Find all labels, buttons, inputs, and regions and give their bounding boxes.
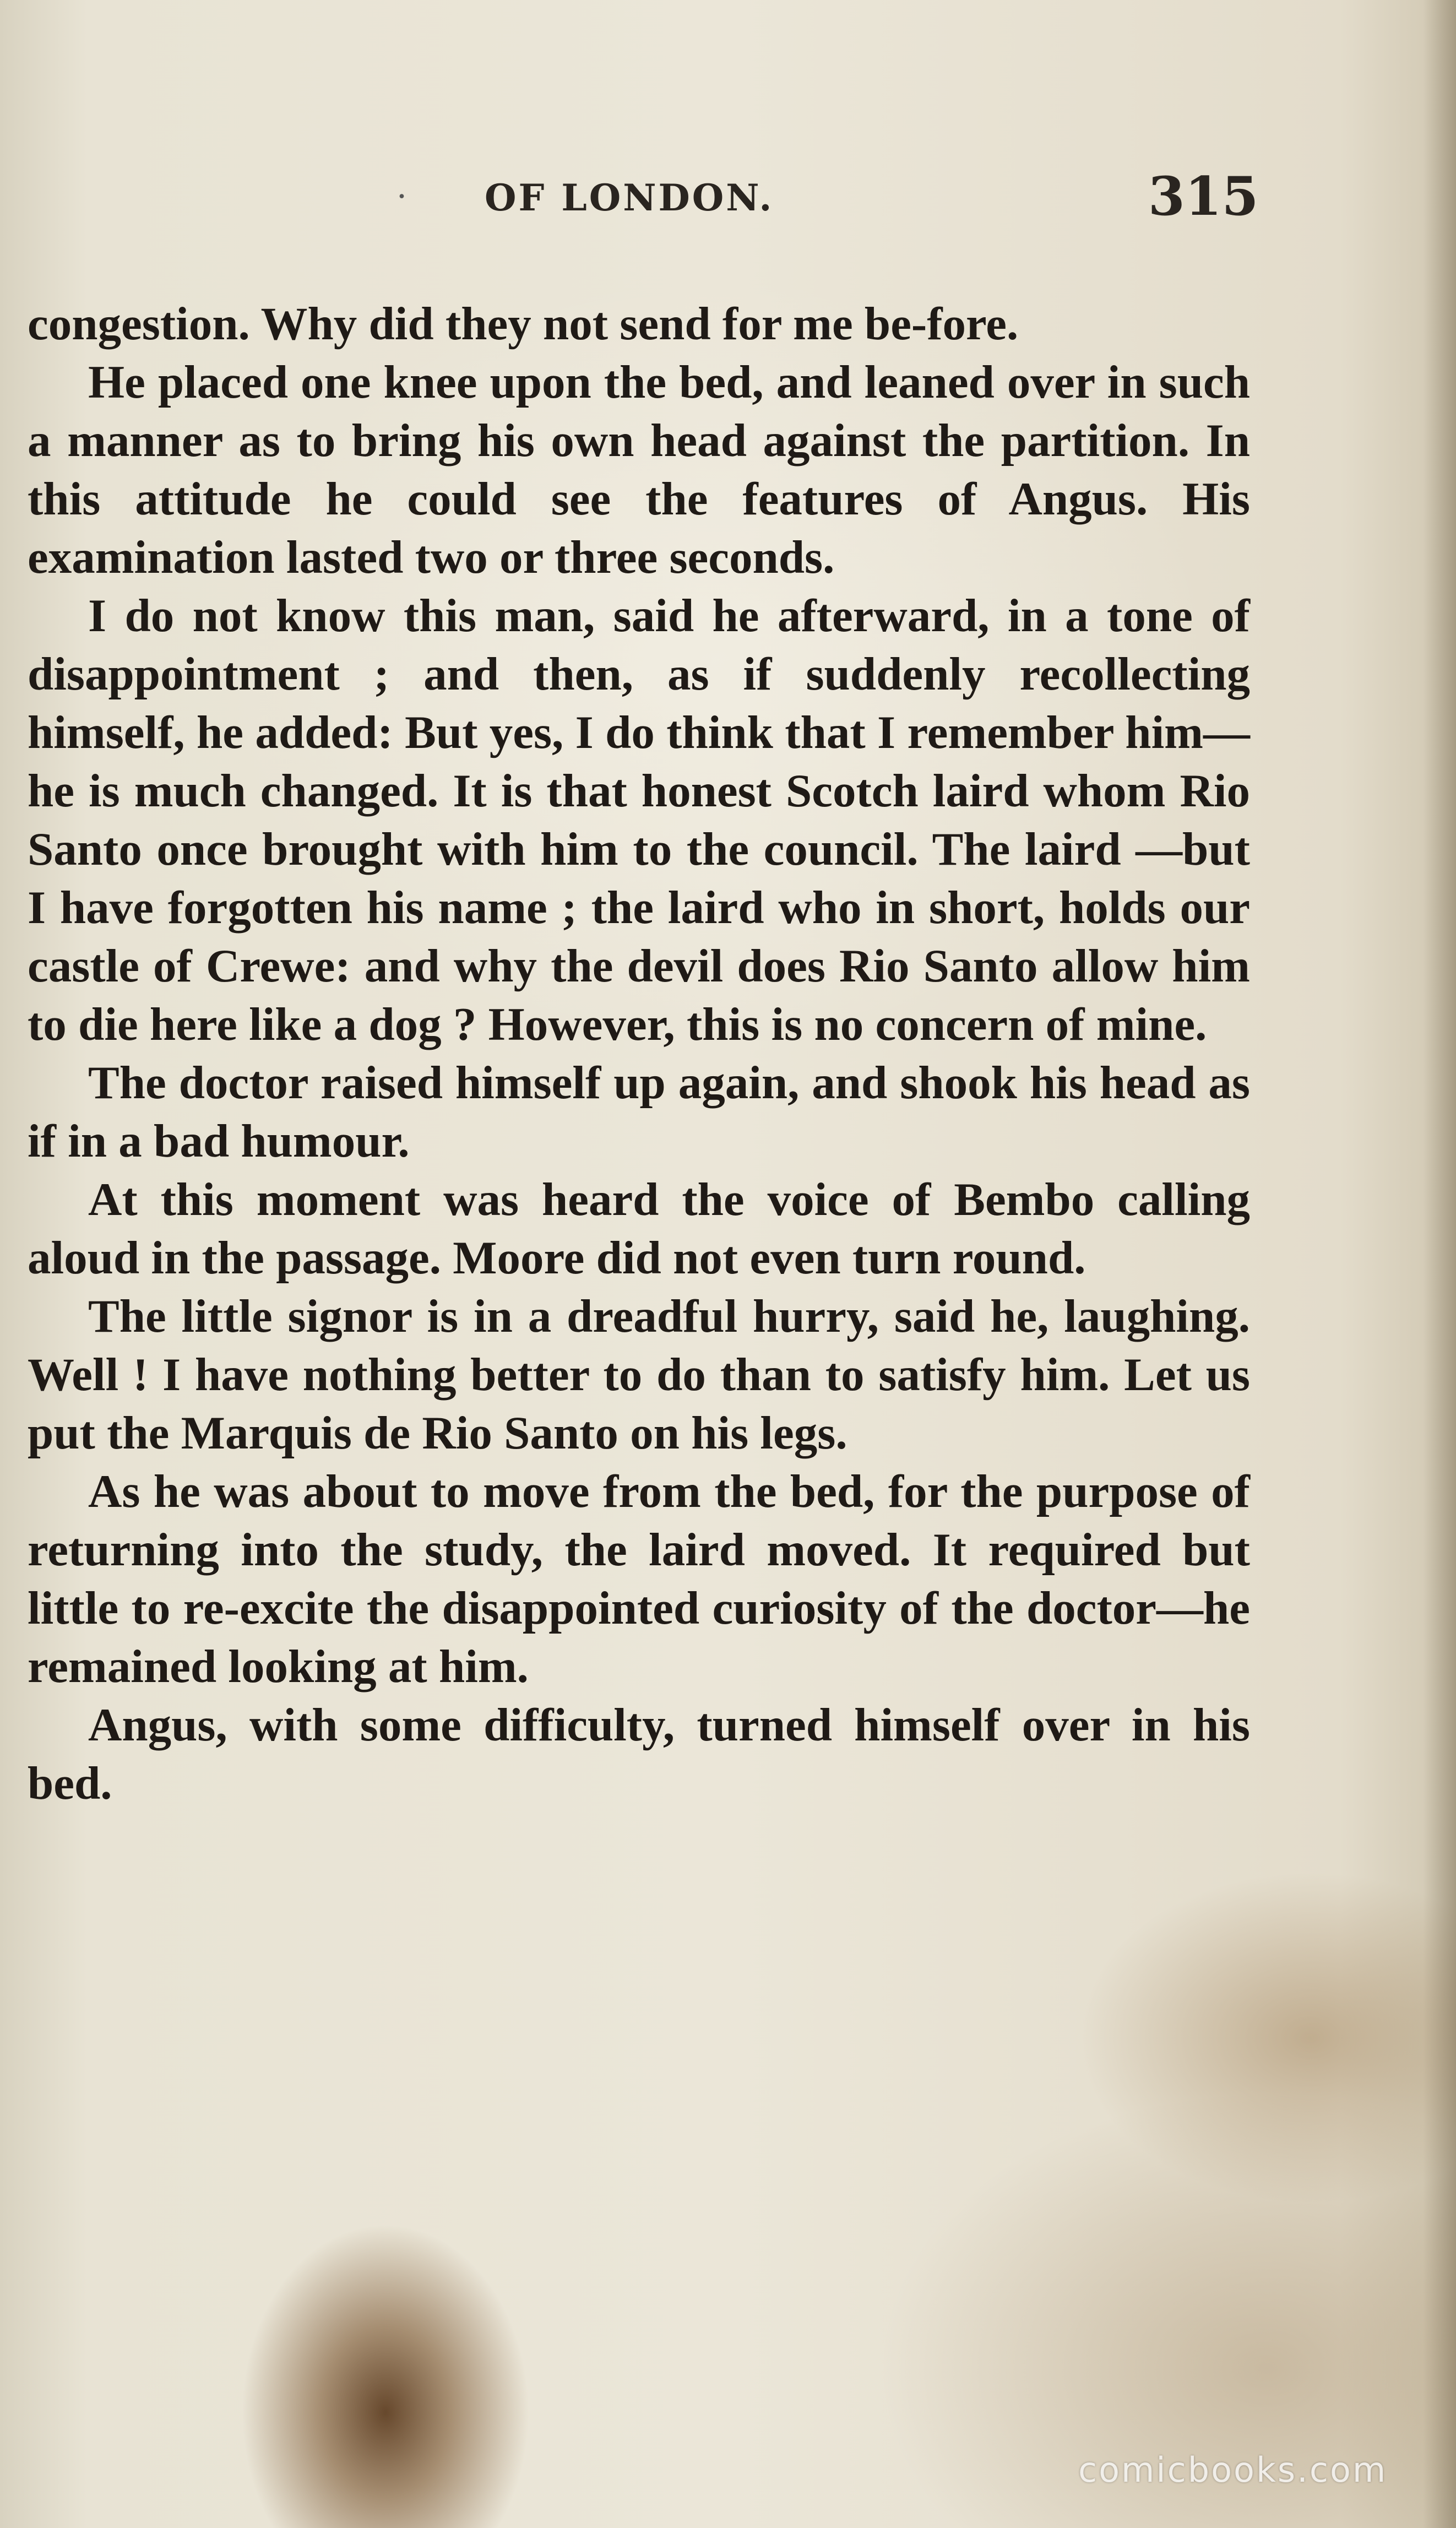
paragraph: The little signor is in a dreadful hurry, said he, laughing. Well ! I have nothing better to do than to satisfy him. Let us put the Marquis de Rio Santo on his legs. — [28, 1290, 1250, 1459]
paragraph: I do not know this man, said he afterward, in a tone of disappointment ; and then, as if suddenly recollecting himself, he added: But yes, I do think that I remember him—he is much changed. It is that honest Scotch laird whom Rio Santo once brought with him to the council. The laird —but I have forgotten his name ; the laird who in short, holds our castle of Crewe: and why the devil does Rio Santo allow him to die here like a dog ? However, this is no concern of mine. — [28, 590, 1250, 1050]
page-edge-shadow — [1423, 0, 1456, 2528]
paragraph: He placed one knee upon the bed, and leaned over in such a manner as to bring his own head against the partition. In this attitude he could see the features of Angus. His examination lasted two or three seconds. — [28, 356, 1250, 583]
body-text — [28, 295, 1250, 1813]
paragraph: At this moment was heard the voice of Bembo calling aloud in the passage. Moore did not even turn round. — [28, 1174, 1250, 1284]
running-head: OF LONDON. — [485, 176, 774, 219]
paragraph: As he was about to move from the bed, for the purpose of returning into the study, the laird moved. It required but little to re-excite the disappointed curiosity of the doctor—he remained looking at him. — [28, 1466, 1250, 1692]
page-number: 315 — [1148, 165, 1259, 227]
paragraph-continuation: congestion. Why did they not send for me be-fore. — [28, 298, 1019, 350]
watermark: comicbooks.com — [1078, 2450, 1388, 2490]
paragraph: Angus, with some difficulty, turned himself over in his bed. — [28, 1699, 1250, 1809]
ornament-dot: · — [396, 177, 408, 216]
paragraph: The doctor raised himself up again, and shook his head as if in a bad humour. — [28, 1057, 1250, 1167]
